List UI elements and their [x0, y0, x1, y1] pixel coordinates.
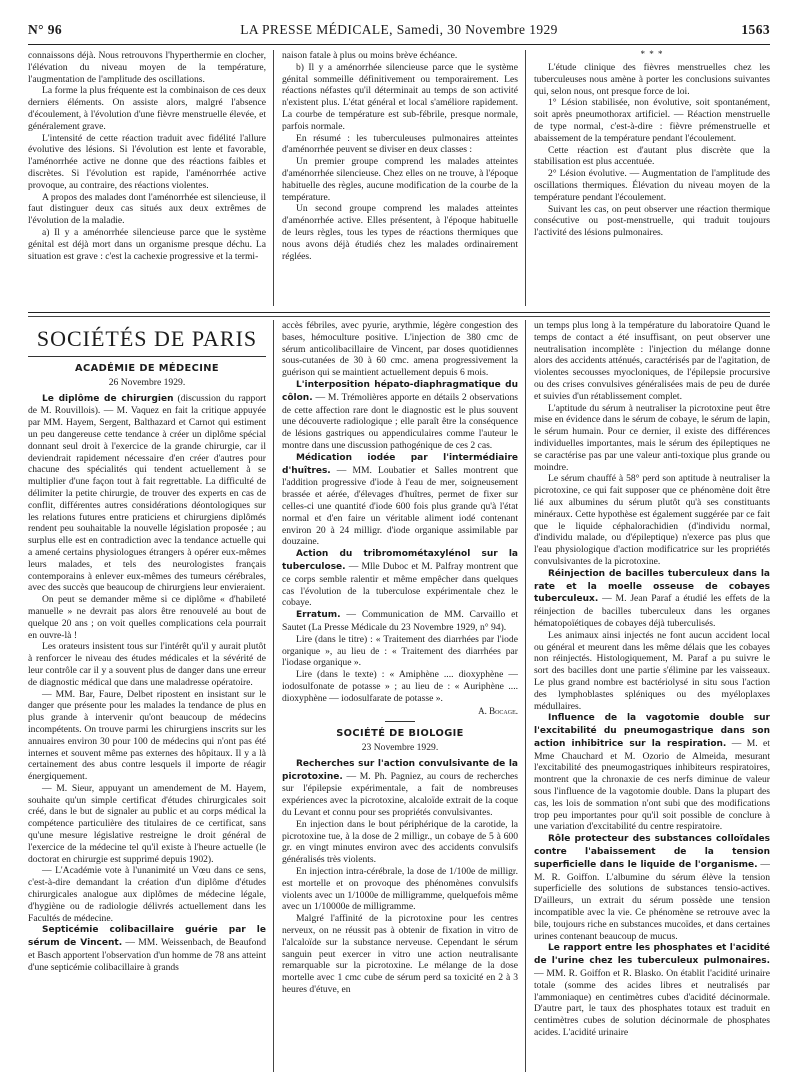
- paragraph: Lire (dans le texte) : « Amiphène .... dioxyphène — iodosulfonate de potasse » ; au lieu de : « Auriphène .... dioxyphène — iodosulfarate de potasse ».: [282, 669, 518, 704]
- top-column-1: [28, 50, 266, 306]
- article-text: — MM. Weissenbach, de Beaufond et Basch apportent l'observation d'un homme de 78 ans atteint d'une septicémie colibacillaire à grands: [28, 937, 266, 973]
- paragraph: accès fébriles, avec pyurie, arythmie, légère congestion des bases, hémoculture positive. L'injection de 380 cmc de sérum anticolibacillaire de Vincent, par doses quotidiennes sous-cutanées de 30 à 60 cmc. amena progressivement la guérison qui se maintient actuellement depuis 6 mois.: [282, 320, 518, 379]
- paragraph: Un premier groupe comprend les malades atteintes d'aménorrhée silencieuse. Chez elles on ne trouve, à l'époque habituelle des règles, aucune modification de la courbe de la température.: [282, 156, 518, 203]
- paragraph: Les orateurs insistent tous sur l'intérêt qu'il y aurait plutôt à renforcer le niveau des études médicales et la sévérité de leur contrôle car il y a souvent plus de danger dans une erreur de diagnostic médical que dans une maladresse opératoire.: [28, 641, 266, 688]
- paragraph: En injection intra-cérébrale, la dose de 1/100e de milligr. est mortelle et on provoque des phénomènes convulsifs violents avec un 1/1000e de milligramme, quelquefois même avec un 1/10000e de milligramme.: [282, 866, 518, 913]
- article-heading: Le diplôme de chirurgien: [42, 393, 174, 404]
- paragraph: En résumé : les tuberculeuses pulmonaires atteintes d'aménorrhée peuvent se diviser en deux classes :: [282, 132, 518, 156]
- erratum-heading: Erratum.: [296, 610, 341, 621]
- paragraph: connaissons déjà. Nous retrouvons l'hyperthermie en clocher, l'élévation du niveau moyen de la température, l'augmentation de l'amplitude des oscillations.: [28, 50, 266, 85]
- paragraph: — MM. Bar, Faure, Delbet ripostent en insistant sur le danger que présente pour les malades la tendance de plus en plus grande à intervenir qu'ont beaucoup de médecins incompétents. On trouve parmi les chirurgiens inscrits sur les annuaires environ 30 pour 100 de médecins qui n'ont pas été internes et souvent même pas externes des hôpitaux. Il y a là certainement des abus contre lesquels il importe de réagir énergiquement.: [28, 688, 266, 783]
- paragraph: A propos des malades dont l'aménorrhée est silencieuse, il faut distinguer deux cas situés aux deux extrêmes de l'évolution de la maladie.: [28, 191, 266, 227]
- article-heading: Médication iodée par l'intermédiaire d'huîtres.: [282, 452, 518, 476]
- paragraph: Les animaux ainsi injectés ne font aucun accident local ou général et meurent dans les même délais que les cobayes non réinjectés. Histologiquement, M. Paraf a pu suivre le sort des bacilles dont une partie s'élimine par les vaisseaux. Le plus grand nombre est bactériolysé in situ sous l'action des lymphoblastes spléniques ou des myéloplaxes médullaires.: [534, 629, 770, 712]
- section-stars: * * *: [640, 50, 664, 59]
- academie-date: 26 Novembre 1929.: [108, 376, 186, 388]
- section-rule: [385, 721, 415, 722]
- article-heading: Rôle protecteur des substances colloïdales contre l'abaissement de la tension superficielle dans le liquide de l'organisme.: [534, 834, 770, 870]
- column-divider: [273, 320, 274, 1072]
- article-text: — M. Jean Paraf a étudié les effets de la réinjection de bacilles tuberculeux dans les organes hématopoïétiques de cobayes déjà tuberculisés.: [534, 593, 770, 629]
- paragraph: Un second groupe comprend les malades atteintes d'aménorrhée active. Elles présentent, à l'époque habituelle de leurs règles, tous les types de réactions thermiques que nous avons déjà étudiés chez les malades ordinairement réglées.: [282, 203, 518, 262]
- column-divider: [525, 320, 526, 1072]
- paragraph: Cette réaction est d'autant plus discrète que la stabilisation est plus accentuée.: [534, 144, 770, 168]
- header-rule: [28, 44, 770, 45]
- article-text: — M. et Mme Chauchard et M. Ozorio de Almeida, mesurant l'excitabilité des pneumogastriques inhibiteurs respiratoires, montrent que la chronaxie de ces nerfs diminue de valeur sous l'influence de la vagotomie double. Dans la plupart des cas, les lois de sommation n'ont subi que des modifications trop peu importantes pour qu'il soit possible de conclure à une variation d'excitabilité du centre respiratoire.: [534, 737, 770, 833]
- paragraph: — M. Sieur, appuyant un amendement de M. Hayem, souhaite qu'un simple certificat d'études chirurgicales soit créé, dans le but de signaler au public et au corps médical la compétence particulière des titulaires de ce certificat, sans qu'une mesure législative restreigne le droit général de l'exercice de la médecine tel qu'il existe à l'heure actuelle (le doctorat en chirurgie est supprimé depuis 1902).: [28, 782, 266, 865]
- article-heading: Action du tribromométaxylénol sur la tuberculose.: [282, 549, 518, 572]
- paragraph: L'intensité de cette réaction traduit avec fidélité l'allure évolutive des lésions. Si l'évolution est lente et favorable, l'aménorrhée active ne donne que des réactions faibles et discrètes. Si l'évolution est rapide, l'aménorrhée active provoque, au contraire, des réactions violentes.: [28, 132, 266, 191]
- biologie-heading: SOCIÉTÉ DE BIOLOGIE: [336, 728, 464, 740]
- paragraph: un temps plus long à la température du laboratoire Quand le temps de contact a été insuffisant, on peut observer une neutralisation incomplète : l'injection du mélange donne alors des accidents atténués, caractérisés par de l'agitation, de violentes secousses myocloniques, de l'épilepsie procursive ou des crises convulsives généralisées mais de peu de durée et suivies d'un rétablissement complet.: [534, 320, 770, 402]
- paragraph: — L'Académie vote à l'unanimité un Vœu dans ce sens, c'est-à-dire demandant la création d'un diplôme d'études chirurgicales analogue aux diplômes de médecine légale, d'hygiène ou de radiologie délivrés actuellement dans les Facultés de médecine.: [28, 865, 266, 924]
- article-text: — M. Ph. Pagniez, au cours de recherches sur l'épilepsie expérimentale, a fait de nombreuses expériences avec la picrotoxine, alcaloïde extrait de la coque du Levant et connu pour ses propriétés convulsivantes.: [282, 770, 518, 819]
- paragraph: En injection dans le bout périphérique de la carotide, la picrotoxine tue, à la dose de 2 milligr., un cobaye de 5 à 600 gr. en vingt minutes environ avec des accidents convulsifs généralisés très violents.: [282, 818, 518, 866]
- societes-title: SOCIÉTÉS DE PARIS: [36, 326, 258, 351]
- article-heading: Le rapport entre les phosphates et l'acidité de l'urine chez les tuberculeux pulmonaires.: [534, 943, 770, 967]
- article-heading: Recherches sur l'action convulsivante de la picrotoxine.: [282, 758, 518, 782]
- academie-heading: ACADÉMIE DE MÉDECINE: [75, 363, 219, 374]
- societes-column-3: [534, 320, 770, 1072]
- biologie-date: 23 Novembre 1929.: [361, 742, 439, 754]
- column-divider: [273, 50, 274, 306]
- paragraph: naison fatale à plus ou moins brève échéance.: [282, 50, 458, 61]
- paragraph: b) Il y a aménorrhée silencieuse parce que le système génital sommeille définitivement ou temporairement. Les réactions néfastes qu'il déterminait au temps de son activité n'existent plus. L'état général et local s'améliore rapidement. La courbe de température est sub-fébrile, presque normale, parfois normale.: [282, 61, 518, 132]
- article-text: — Communication de MM. Carvaillo et Sautet (La Presse Médicale du 23 Novembre 1929, n° 94).: [282, 609, 518, 633]
- article-heading: Septicémie colibacillaire guérie par le sérum de Vincent.: [28, 925, 266, 949]
- issue-number: N° 96: [28, 22, 63, 37]
- title-rule: [28, 356, 266, 357]
- top-column-3: [534, 50, 770, 306]
- column-divider: [525, 50, 526, 306]
- journal-title: LA PRESSE MÉDICALE, Samedi, 30 Novembre 1929: [240, 22, 558, 37]
- article-heading: L'interposition hépato-diaphragmatique du côlon.: [282, 379, 518, 403]
- paragraph: L'étude clinique des fièvres menstruelles chez les tuberculeuses nous amène à porter les conclusions suivantes qui, selon nous, ont presque force de loi.: [534, 62, 770, 97]
- societes-column-1: [28, 320, 266, 1072]
- article-text: — MM. Loubatier et Salles montrent que l'addition progressive d'iode à l'eau de mer, soigneusement brassée et aérée, d'élevages d'huîtres, permet de fixer sur celles-ci une quantité d'iode 600 fois plus grande qu'à l'état normal et d'en faire un véritable aliment iodé contenant environ 20 à 24 milligr. d'iode organique assimilable par douzaine.: [282, 464, 518, 548]
- article-text: (discussion du rapport de M. Rouvillois). — M. Vaquez en fait la critique appuyée par MM. Hayem, Sergent, Balthazard et Carnot qui estiment un peu dangereuse cette tendance à créer un diplôme spécial donnant seul droit à l'exercice de la grande chirurgie, car il deviendrait rapidement nécessaire d'en créer d'autres pour chacune des spécialités qui tendent actuellement à se multiplier d'une façon tout à fait regrettable. La difficulté de délimiter la petite chirurgie, de trouver des experts en cas de conflit, différentes autres considérations déontologiques sur les relations futures entre praticiens et chirurgiens diplômés rendent peu souhaitable la nouvelle législation proposée ; au surplus elle est en contradiction avec la tendance actuelle qui a amené certains physiologues étrangers à opérer eux-mêmes leurs malades, et tels des neurologistes français contemporains à enlever eux-mêmes des tumeurs cérébrales, avec des succès que beaucoup de chirurgiens leur envieraient.: [28, 392, 266, 594]
- article-text: — M. Trémolières apporte en détails 2 observations de cette affection rare dont le diagnostic est le plus souvent une découverte radiologique ; elle paraît être la conséquence de lésions gastriques ou appendiculaires comme l'auteur le montre dans une discussion pathogénique de ces 2 cas.: [282, 391, 518, 451]
- section-separator: [28, 312, 770, 317]
- article-text: — MM. R. Goiffon et R. Blasko. On établit l'acidité urinaire totale (somme des acides libres et neutralisés par l'ammoniaque) en centimètres cubes d'acidité décinormale. D'autre part, le taux des phosphates totaux est traduit en centimètres cubes de solution décinormale de phosphates acides. L'acidité urinaire: [534, 968, 770, 1039]
- signature: A. Bocage.: [478, 705, 518, 716]
- running-head: [28, 22, 770, 42]
- paragraph: Malgré l'affinité de la picrotoxine pour les centres nerveux, on ne réussit pas à obtenir de fixation in vitro de l'alcaloïde sur la substance nerveuse. Cependant le sérum sanguin peut exercer in vitro une action neutralisante remarquable sur la picrotoxine. Le mélange de la dose mortelle avec 1 cmc cube de sérum perd sa toxicité en 2 à 3 heures d'étuve, en: [282, 913, 518, 996]
- paragraph: La forme la plus fréquente est la combinaison de ces deux derniers éléments. On assiste alors, malgré l'absence d'écoulement, à l'évolution d'une fièvre menstruelle élevée, et généralement grave.: [28, 85, 266, 132]
- article-heading: Réinjection de bacilles tuberculeux dans la rate et la moelle osseuse de cobayes tuberculeux.: [534, 568, 770, 605]
- paragraph: L'aptitude du sérum à neutraliser la picrotoxine peut être mise en évidence dans le sérum de cobaye, le sérum de lapin, le sérum humain. Pour ce dernier, il existe des différences individuelles importantes, mais le sérum des épileptiques ne se caractérise pas par une valeur anti-toxique plus grande ou moindre.: [534, 402, 770, 473]
- article-text: — M. R. Goiffon. L'albumine du sérum élève la tension superficielle des solutions de substances tensio-actives. D'ailleurs, un extrait du sérum possède une tension incompatible avec la vie. Ce phénomène se retrouve avec la bile, toujours riche en substances mucoïdes, et dans certaines urines contenant beaucoup de mucus.: [534, 858, 770, 942]
- top-column-2: [282, 50, 518, 306]
- societes-column-2: [282, 320, 518, 1072]
- paragraph: Lire (dans le titre) : « Traitement des diarrhées par l'iode organique », au lieu de : « Traitement des diarrhées par l'iodase organique ».: [282, 633, 518, 669]
- article-heading: Influence de la vagotomie double sur l'excitabilité du pneumogastrique dans son action inhibitrice sur la respiration.: [534, 713, 770, 749]
- paragraph: 1° Lésion stabilisée, non évolutive, soit spontanément, soit après pneumothorax artificiel. — Réaction menstruelle de type normal, c'est-à-dire : fièvre prémenstruelle et abaissement de la température pendant l'écoulement.: [534, 97, 770, 144]
- paragraph: 2° Lésion évolutive. — Augmentation de l'amplitude des oscillations thermiques. Élévation du niveau moyen de la température pendant l'écoulement.: [534, 168, 770, 203]
- paragraph: a) Il y a aménorrhée silencieuse parce que le système génital est déjà mort dans un organisme presque déchu. La situation est grave : c'est la cachexie progressive et la termi-: [28, 226, 266, 262]
- paragraph: On peut se demander même si ce diplôme « d'habileté manuelle » ne devrait pas alors être renouvelé au bout de quelque 20 ans ; on voit quelles complications cela pourrait en ouvre-là !: [28, 594, 266, 641]
- page-number: 1563: [741, 22, 770, 37]
- paragraph: Le sérum chauffé à 58° perd son aptitude à neutraliser la picrotoxine, ce qui fait supposer que ce phénomène doit être lié aux albumines du sérum plutôt qu'à ses constituants minéraux. Cette hypothèse est également suggérée par ce fait que le liquide céphalorachidien (d'individu normal, d'individu malade, ou d'épileptique) n'exerce pas plus que l'eau physiologique d'action modificatrice sur les propriétés convulsivantes de la picrotoxine.: [534, 473, 770, 567]
- paragraph: Suivant les cas, on peut observer une réaction thermique consécutive ou post-menstruelle, qui traduit toujours l'activité des lésions pulmonaires.: [534, 203, 770, 239]
- article-text: — Mlle Duboc et M. Palfray montrent que ce corps semble ralentir et même empêcher dans quelques cas l'évolution de la tuberculose expérimentale chez le cobaye.: [282, 560, 518, 609]
